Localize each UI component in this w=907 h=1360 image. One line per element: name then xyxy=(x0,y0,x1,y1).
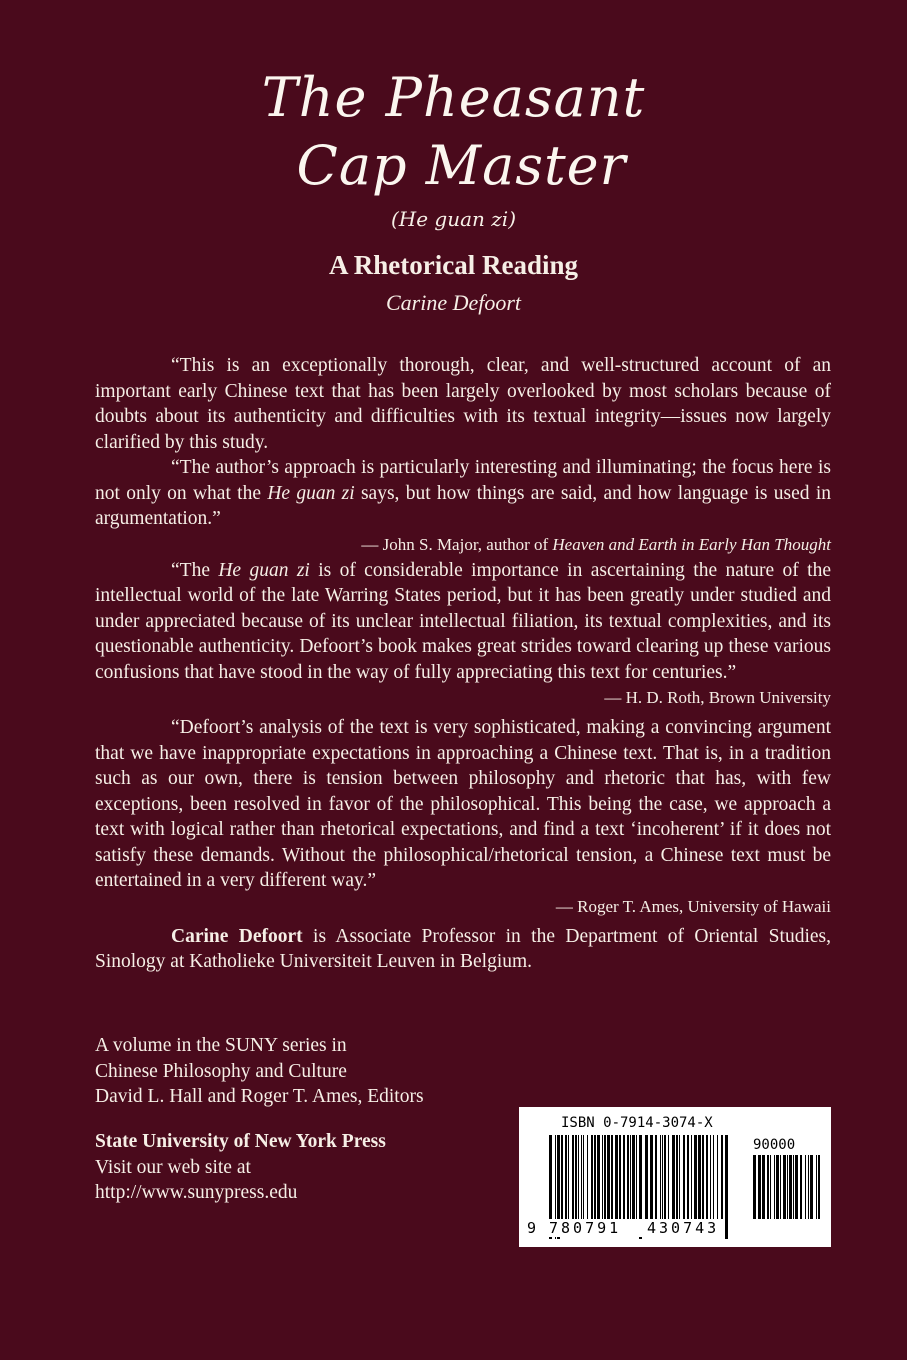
quote-title-italic: He guan zi xyxy=(267,482,355,504)
quote-paragraph xyxy=(95,455,831,532)
book-title-line1: The Pheasant xyxy=(261,66,646,129)
publisher-url[interactable]: http://www.sunypress.edu xyxy=(95,1182,298,1203)
price-code: 90000 xyxy=(753,1137,796,1153)
isbn-label: ISBN 0-7914-3074-X xyxy=(561,1115,713,1131)
quote-paragraph xyxy=(95,558,831,686)
author-bio-text: is Associate Professor in the Department of Oriental Studies, Sinology at Katholieke Universiteit Leuven in Belgium. xyxy=(95,925,831,972)
book-author: Carine Defoort xyxy=(385,290,522,315)
quote-text: says, but how things are said, and how language is used in argumentation.” xyxy=(95,482,831,529)
quote-text: is of considerable importance in ascertaining the nature of the intellectual world of the late Warring States period, but it has been greatly under studied and under appreciated because of its unclear intellectual filiation, its textual complexities, and its questionable authenticity. Defoort’s book makes great strides toward clearing up these various confusions that have stood in the way of fully appreciating this text for centuries.” xyxy=(95,559,831,683)
author-bio xyxy=(95,924,831,975)
quote-attribution: — Roger T. Ames, University of Hawaii xyxy=(555,896,831,916)
quote-title-italic: He guan zi xyxy=(218,559,310,581)
attribution-work: Heaven and Earth in Early Han Thought xyxy=(552,534,831,554)
quote-text: “The author’s approach is particularly interesting and illuminating; the focus here is not only on what the xyxy=(95,457,831,504)
book-subtitle: A Rhetorical Reading xyxy=(329,250,578,280)
quote-text: “Defoort’s analysis of the text is very sophisticated, making a convincing argument that we have inappropriate expectations in approaching a Chinese text. That is, in a tradition such as our own, there is tension between philosophy and rhetoric that has, with few exceptions, been resolved in favor of the philosophical. This being the case, we approach a text with logical rather than rhetorical expectations, and find a text ‘incoherent’ if it does not satisfy these demands. Without the philosophical/rhetorical tension, a Chinese text must be entertained in a very different way.” xyxy=(95,717,831,891)
publisher-web-label: Visit our web site at xyxy=(95,1156,251,1178)
quote-attribution: — John S. Major, author of Heaven and Earth in Early Han Thought xyxy=(361,534,831,554)
book-title-line2: Cap Master xyxy=(296,134,627,197)
quote-attribution: — H. D. Roth, Brown University xyxy=(604,688,831,707)
barcode-digits: 9 780791 430743 xyxy=(527,1219,720,1237)
publisher-name: State University of New York Press xyxy=(95,1131,386,1152)
quote-paragraph xyxy=(95,353,831,455)
quote-text: “This is an exceptionally thorough, clear, and well-structured account of an important early Chinese text that has been largely overlooked by most scholars because of doubts about its authenticity and difficulties with its textual integrity—issues now largely clarified by this study. xyxy=(95,355,831,453)
series-info: A volume in the SUNY series in Chinese Philosophy and Culture David L. Hall and Roger T. Ames, Editors xyxy=(95,1035,424,1107)
author-bio-name: Carine Defoort xyxy=(171,925,303,947)
quote-text: “The xyxy=(171,559,219,581)
isbn-barcode xyxy=(519,1107,831,1247)
quote-paragraph xyxy=(95,715,831,894)
endorsements xyxy=(95,353,831,975)
barcode-addon-bars-icon xyxy=(753,1155,821,1239)
chinese-title: (He guan zi) xyxy=(390,207,517,231)
publisher-info xyxy=(95,1129,386,1206)
